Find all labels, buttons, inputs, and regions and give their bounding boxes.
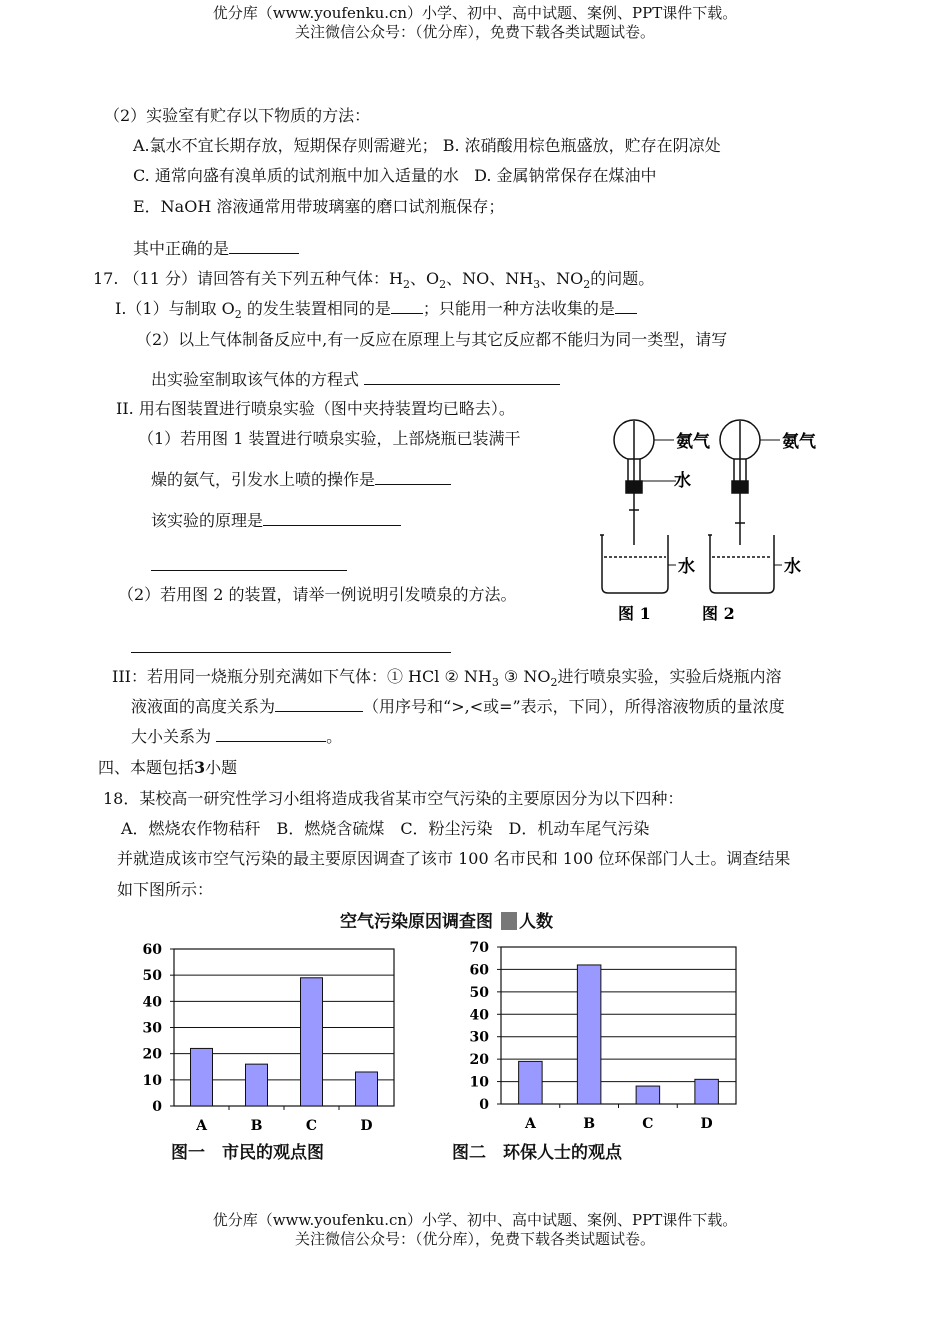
sub-3: 3 <box>533 278 541 292</box>
q17-i-2-a: （2）以上气体制备反应中,有一反应在原理上与其它反应都不能归为同一类型，请写 <box>136 330 728 349</box>
legend-swatch <box>501 912 517 930</box>
section-4-pre: 四、本题包括 <box>98 758 195 777</box>
chart-environmental-experts <box>468 936 748 1136</box>
chart-1-x-label-B: B <box>250 1118 263 1134</box>
label-gas-2: 氨气 <box>782 432 816 452</box>
chart-1-y-tick-label: 30 <box>142 1020 162 1037</box>
q17-ii1-principle-blank[interactable] <box>263 511 401 526</box>
q17-i2-blank[interactable] <box>364 370 560 385</box>
q16-2-option-a: A.氯水不宜长期存放，短期保存则需避光； <box>133 136 438 155</box>
chart-2-y-tick-label: 70 <box>469 940 489 956</box>
q16-2-answer-blank[interactable] <box>229 239 299 254</box>
q17-head-mid2: 、NO、NH <box>446 269 534 288</box>
chart-1-y-tick-label: 0 <box>152 1099 162 1115</box>
chart-1-caption: 图一 市民的观点图 <box>171 1143 324 1163</box>
q17-iii-b <box>131 697 785 717</box>
chart-title <box>340 907 553 932</box>
q17-iii-c <box>131 727 342 747</box>
chart-2-x-label-A: A <box>524 1116 536 1132</box>
fountain-apparatus-diagram <box>592 415 832 630</box>
sub-2: 2 <box>402 278 410 292</box>
chart-2-y-tick-label: 20 <box>469 1052 489 1069</box>
q17-ii-1-c <box>151 511 401 531</box>
chart-2-x-label-D: D <box>700 1116 713 1132</box>
q17-header <box>93 269 655 292</box>
q17-ii-header: II. 用右图装置进行喷泉实验（图中夹持装置均已略去）。 <box>116 399 515 418</box>
chart-2-y-tick-label: 0 <box>479 1097 489 1113</box>
q17-ii1-b-text: 燥的氨气，引发水上喷的操作是 <box>151 470 376 489</box>
q17-iii-c-post: 。 <box>326 727 343 746</box>
sub-2: 2 <box>583 278 591 292</box>
chart-1-y-tick-label: 60 <box>142 942 162 958</box>
chart-1-y-tick-label: 40 <box>142 994 162 1011</box>
q17-iii-b-pre: 液液面的高度关系为 <box>131 697 276 716</box>
chart-1-bar-D <box>356 1072 378 1106</box>
label-water-1: 水 <box>678 557 695 577</box>
q17-head-post: 的问题。 <box>590 269 655 288</box>
q17-iii-b-post: （用序号和“>,<或=”表示，下同），所得溶液物质的量浓度 <box>363 697 785 716</box>
chart-2-x-label-B: B <box>583 1116 596 1132</box>
chart-2-y-tick-label: 30 <box>469 1029 489 1046</box>
q17-i-2-b <box>151 370 560 390</box>
section-4-count: 3 <box>194 758 206 777</box>
chart-1-x-label-D: D <box>360 1118 373 1134</box>
q17-ii2-blank[interactable] <box>131 652 451 653</box>
sub-2: 2 <box>234 308 242 322</box>
chart-2-bar-A <box>519 1061 543 1104</box>
sub-2: 2 <box>550 676 558 690</box>
chart-1-bar-B <box>246 1064 268 1106</box>
q17-iii-conc-blank[interactable] <box>216 727 326 742</box>
chart-2-bar-B <box>577 965 601 1104</box>
q17-iii-a-pre: III：若用同一烧瓶分别充满如下气体：① HCl ② NH <box>112 667 492 686</box>
chart-2-caption: 图二 环保人士的观点 <box>452 1143 622 1163</box>
q16-2-answer-prompt: 其中正确的是 <box>133 239 230 258</box>
q18-line-1: 18．某校高一研究性学习小组将造成我省某市空气污染的主要原因分为以下四种： <box>103 789 684 808</box>
q16-2-option-e: E．NaOH 溶液通常用带玻璃塞的磨口试剂瓶保存； <box>133 197 505 216</box>
q17-head-mid3: 、NO <box>540 269 584 288</box>
chart-2-x-label-C: C <box>642 1116 654 1132</box>
q16-2-intro: （2）实验室有贮存以下物质的方法： <box>104 106 371 125</box>
chart-citizens <box>140 936 410 1136</box>
chart-1-y-tick-label: 20 <box>142 1046 162 1063</box>
q17-iii-a-mid: ③ NO <box>498 667 551 686</box>
chart-2-y-tick-label: 60 <box>469 962 489 979</box>
q17-i1-blank-2[interactable] <box>615 299 637 314</box>
chart-1-bar-C <box>301 978 323 1106</box>
chart-1-bar-A <box>191 1048 213 1106</box>
q16-2-option-c: C. 通常向盛有溴单质的试剂瓶中加入适量的水 <box>133 166 459 185</box>
section-4-post: 小题 <box>205 758 238 777</box>
q16-2-option-d: D. 金属钠常保存在煤油中 <box>474 166 657 185</box>
q17-ii-1-b <box>151 470 451 490</box>
footer-line-2: 关注微信公众号：（优分库），免费下载各类试题试卷。 <box>294 1230 655 1248</box>
chart-2-bar-C <box>636 1086 660 1104</box>
beaker-2 <box>710 535 774 593</box>
q16-2-answer-line <box>133 239 299 259</box>
q17-i2-b-text: 出实验室制取该气体的方程式 <box>151 370 360 389</box>
header-line-2: 关注微信公众号：（优分库），免费下载各类试题试卷。 <box>294 23 655 41</box>
q17-iii-height-blank[interactable] <box>275 697 363 712</box>
chart-1-x-label-A: A <box>196 1118 207 1134</box>
section-4-header <box>98 758 237 778</box>
q18-line-3: 并就造成该市空气污染的最主要原因调查了该市 100 名市民和 100 位环保部门人士。调查结果 <box>117 849 791 868</box>
chart-2-y-tick-label: 10 <box>469 1074 489 1091</box>
header-line-1: 优分库（www.youfenku.cn）小学、初中、高中试题、案例、PPT课件下载。 <box>212 4 738 22</box>
q17-i1-blank-1[interactable] <box>391 299 423 314</box>
label-fig-2: 图 2 <box>702 604 735 623</box>
beaker-1 <box>602 535 668 593</box>
q16-2-option-row-1 <box>133 136 721 156</box>
chart-2-y-tick-label: 40 <box>469 1007 489 1024</box>
q17-head-mid1: 、O <box>409 269 440 288</box>
q17-i-1 <box>115 299 637 322</box>
q17-ii1-blank[interactable] <box>375 470 451 485</box>
chart-title-suffix: 人数 <box>519 912 553 932</box>
footer-line-1: 优分库（www.youfenku.cn）小学、初中、高中试题、案例、PPT课件下载。 <box>212 1211 738 1229</box>
label-water-top: 水 <box>674 471 691 491</box>
q17-i1-mid: 的发生装置相同的是 <box>241 299 391 318</box>
chart-2-y-tick-label: 50 <box>469 984 489 1001</box>
q18-line-4: 如下图所示： <box>117 880 214 899</box>
q16-2-option-b: B. 浓硝酸用棕色瓶盛放，贮存在阴凉处 <box>442 136 721 155</box>
chart-1-x-label-C: C <box>305 1118 318 1134</box>
q17-i1-pre: I.（1）与制取 O <box>115 299 235 318</box>
q17-number: 17. <box>93 269 119 288</box>
sub-3: 3 <box>491 676 499 690</box>
q17-ii1-principle-blank-2[interactable] <box>151 570 347 571</box>
q17-iii-c-pre: 大小关系为 <box>131 727 212 746</box>
apparatus-figure-1 <box>600 420 676 593</box>
q17-ii-1-a: （1）若用图 1 装置进行喷泉实验，上部烧瓶已装满干 <box>138 429 521 448</box>
q16-2-option-row-2 <box>133 166 657 186</box>
label-fig-1: 图 1 <box>618 604 651 623</box>
chart-2-bar-D <box>695 1079 719 1104</box>
label-gas-1: 氨气 <box>676 432 710 452</box>
chart-1-y-tick-label: 50 <box>142 968 162 985</box>
apparatus-figure-2 <box>708 420 782 593</box>
chart-title-text: 空气污染原因调查图 <box>340 912 493 932</box>
q17-ii1-c-text: 该实验的原理是 <box>151 511 264 530</box>
sub-2: 2 <box>439 278 447 292</box>
label-water-2: 水 <box>784 557 801 577</box>
q17-iii-a <box>112 667 782 690</box>
q17-ii-2: （2）若用图 2 的装置，请举一例说明引发喷泉的方法。 <box>118 585 517 604</box>
q17-iii-a-post: 进行喷泉实验，实验后烧瓶内溶 <box>557 667 782 686</box>
q17-head-pre: （11 分）请回答有关下列五种气体：H <box>123 269 403 288</box>
chart-1-y-tick-label: 10 <box>142 1072 162 1089</box>
q17-i1-mid2: ；只能用一种方法收集的是 <box>422 299 615 318</box>
q18-options: A．燃烧农作物秸秆 B．燃烧含硫煤 C．粉尘污染 D．机动车尾气污染 <box>121 819 650 838</box>
